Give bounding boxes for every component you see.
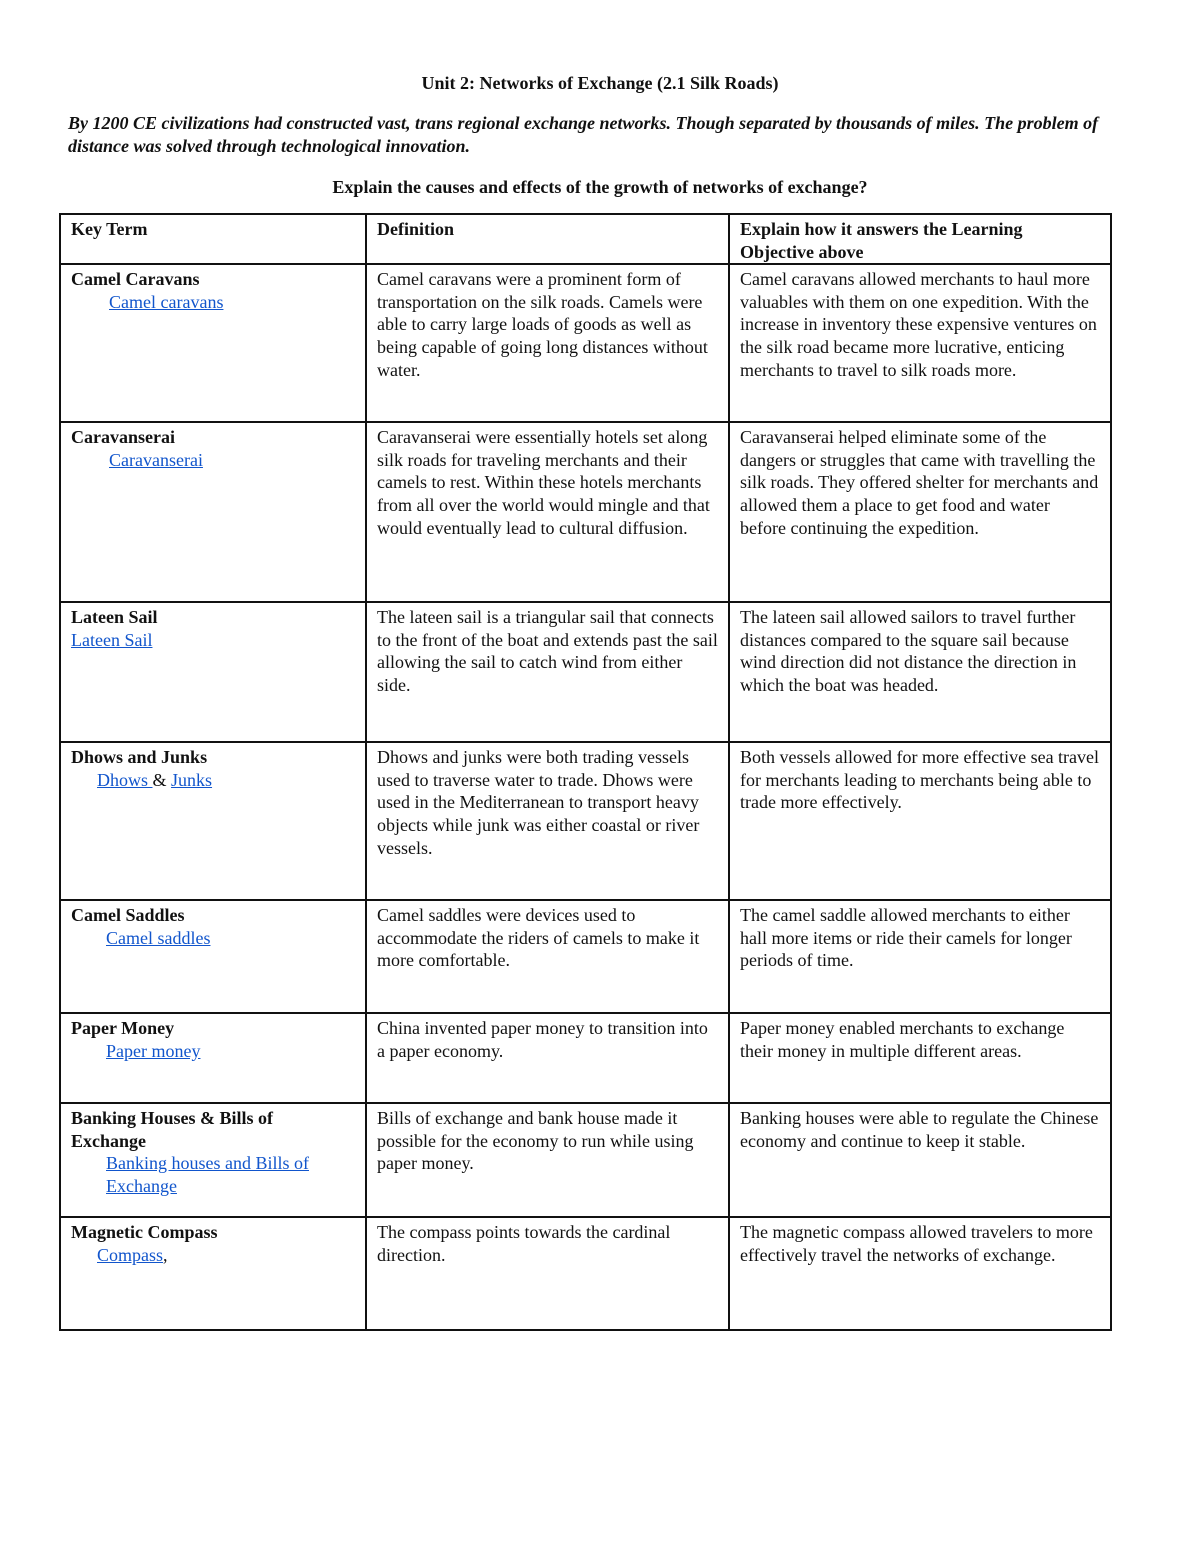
key-term-cell xyxy=(60,1103,366,1217)
term-name: Lateen Sail xyxy=(71,607,158,628)
term-name: Paper Money xyxy=(71,1018,175,1039)
term-link-line xyxy=(71,629,355,652)
term-link-line xyxy=(71,927,355,950)
compass-link[interactable]: Compass xyxy=(97,1244,164,1265)
term-name: Banking Houses & Bills of Exchange xyxy=(71,1108,274,1151)
table-row xyxy=(60,742,1111,900)
term-link-line xyxy=(71,769,355,792)
definition-cell: Dhows and junks were both trading vessels used to traverse water to trade. Dhows were used in the Mediterranean to transport heavy objects while junk was either coastal or river vessels. xyxy=(366,742,729,900)
table-row xyxy=(60,1103,1111,1217)
table-row xyxy=(60,422,1111,602)
term-name: Camel Saddles xyxy=(71,905,185,926)
table-row xyxy=(60,900,1111,1013)
camel-saddles-link[interactable]: Camel saddles xyxy=(106,927,211,948)
key-term-cell xyxy=(60,1217,366,1330)
explanation-cell: The magnetic compass allowed travelers to more effectively travel the networks of exchange. xyxy=(729,1217,1111,1330)
term-link-line xyxy=(71,1244,355,1267)
term-name: Caravanserai xyxy=(71,427,175,448)
explanation-cell: Banking houses were able to regulate the Chinese economy and continue to keep it stable. xyxy=(729,1103,1111,1217)
definition-cell: Camel caravans were a prominent form of transportation on the silk roads. Camels were able to carry large loads of goods as well as being capable of going long distances without water. xyxy=(366,264,729,422)
paper-money-link[interactable]: Paper money xyxy=(106,1040,201,1061)
term-link-line xyxy=(71,1040,355,1063)
explanation-cell: Camel caravans allowed merchants to haul more valuables with them on one expedition. With the increase in inventory these expensive ventures on the silk road became more lucrative, enticing merchants to travel to silk roads more. xyxy=(729,264,1111,422)
key-terms-table xyxy=(59,213,1112,1331)
table-header-row xyxy=(60,214,1111,264)
key-term-cell xyxy=(60,1013,366,1103)
definition-cell: The lateen sail is a triangular sail that connects to the front of the boat and extends past the sail allowing the sail to catch wind from either side. xyxy=(366,602,729,742)
link-separator: & xyxy=(152,769,167,790)
header-explanation: Explain how it answers the Learning Objective above xyxy=(729,214,1111,264)
junks-link[interactable]: Junks xyxy=(171,769,213,790)
table-row xyxy=(60,1013,1111,1103)
term-link-line xyxy=(71,1152,355,1197)
key-term-cell xyxy=(60,602,366,742)
intro-paragraph: By 1200 CE civilizations had constructed vast, trans regional exchange networks. Though separated by thousands of miles. The problem of distance was solved through technological innovation. xyxy=(68,113,1099,156)
definition-cell: The compass points towards the cardinal direction. xyxy=(366,1217,729,1330)
term-link-line xyxy=(71,449,355,472)
caravanserai-link[interactable]: Caravanserai xyxy=(109,449,203,470)
term-name: Magnetic Compass xyxy=(71,1222,218,1243)
lateen-sail-link[interactable]: Lateen Sail xyxy=(71,629,153,650)
explanation-cell: The camel saddle allowed merchants to either hall more items or ride their camels for longer periods of time. xyxy=(729,900,1111,1013)
explanation-cell: Paper money enabled merchants to exchange their money in multiple different areas. xyxy=(729,1013,1111,1103)
table-row xyxy=(60,264,1111,422)
learning-objective-question: Explain the causes and effects of the growth of networks of exchange? xyxy=(332,177,868,197)
key-term-cell xyxy=(60,742,366,900)
explanation-cell: The lateen sail allowed sailors to travel further distances compared to the square sail because wind direction did not distance the direction in which the boat was headed. xyxy=(729,602,1111,742)
term-name: Camel Caravans xyxy=(71,269,200,290)
term-link-line xyxy=(71,291,355,314)
header-definition: Definition xyxy=(366,214,729,264)
table-row xyxy=(60,1217,1111,1330)
term-name: Dhows and Junks xyxy=(71,747,208,768)
key-term-cell xyxy=(60,264,366,422)
explanation-cell: Both vessels allowed for more effective sea travel for merchants leading to merchants being able to trade more effectively. xyxy=(729,742,1111,900)
definition-cell: China invented paper money to transition into a paper economy. xyxy=(366,1013,729,1103)
key-term-cell xyxy=(60,900,366,1013)
document-title: Unit 2: Networks of Exchange (2.1 Silk Roads) xyxy=(421,73,779,93)
key-term-cell xyxy=(60,422,366,602)
definition-cell: Caravanserai were essentially hotels set along silk roads for traveling merchants and their camels to rest. Within these hotels merchants from all over the world would mingle and that would eventually lead to cultural diffusion. xyxy=(366,422,729,602)
link-suffix: , xyxy=(163,1244,168,1265)
definition-cell: Camel saddles were devices used to accommodate the riders of camels to make it more comfortable. xyxy=(366,900,729,1013)
table-row xyxy=(60,602,1111,742)
banking-houses-link[interactable]: Banking houses and Bills of Exchange xyxy=(106,1153,309,1196)
explanation-cell: Caravanserai helped eliminate some of the dangers or struggles that came with travelling the silk roads. They offered shelter for merchants and allowed them a place to get food and water before continuing the expedition. xyxy=(729,422,1111,602)
camel-caravans-link[interactable]: Camel caravans xyxy=(109,291,224,312)
definition-cell: Bills of exchange and bank house made it possible for the economy to run while using paper money. xyxy=(366,1103,729,1217)
header-key-term: Key Term xyxy=(60,214,366,264)
dhows-link[interactable]: Dhows xyxy=(97,769,153,790)
